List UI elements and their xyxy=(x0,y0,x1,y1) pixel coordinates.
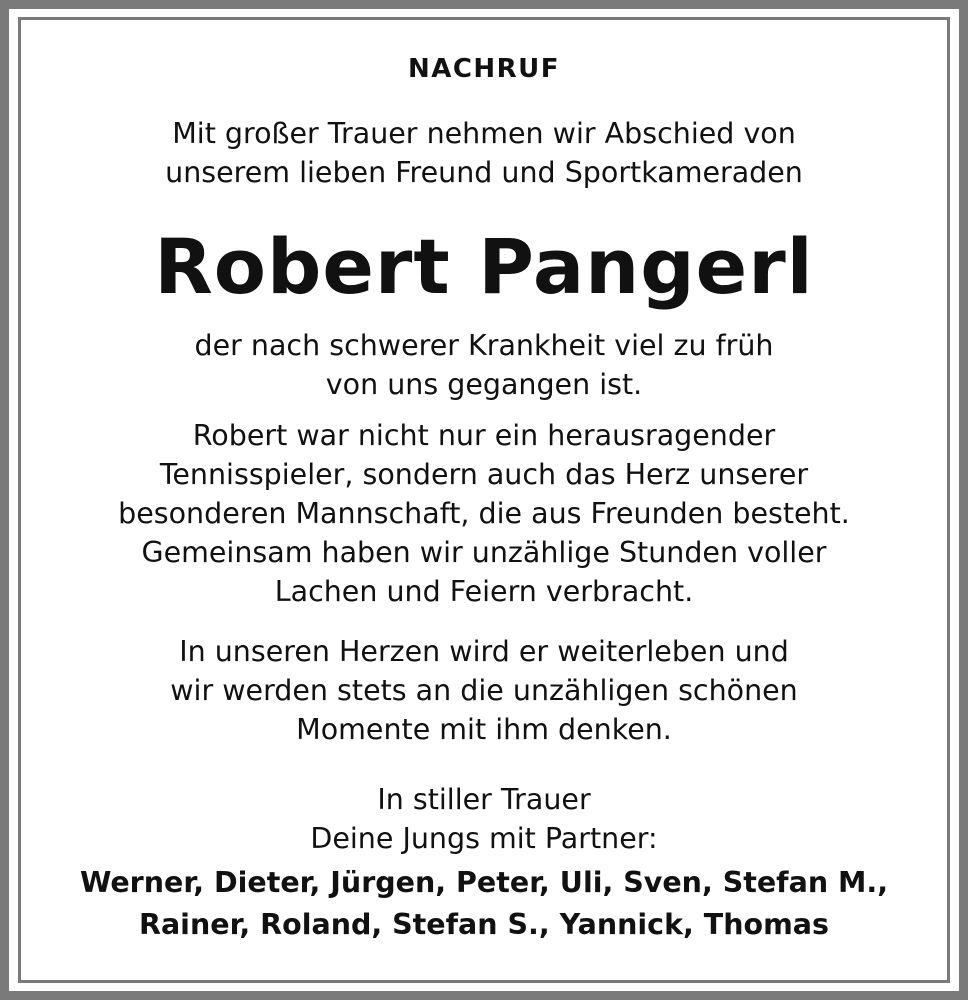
tribute-line: Lachen und Feiern verbracht. xyxy=(274,575,694,608)
tribute-line: Robert war nicht nur ein herausragender xyxy=(192,419,776,452)
memory-line: In unseren Herzen wird er weiterleben und xyxy=(179,635,789,668)
passing-line: der nach schwerer Krankheit viel zu früh xyxy=(194,329,774,362)
intro-line: unserem lieben Freund und Sportkameraden xyxy=(165,156,803,189)
tribute-line: Tennisspieler, sondern auch das Herz unserer xyxy=(159,458,809,491)
closing-text xyxy=(0,780,968,858)
memory-line: Momente mit ihm denken. xyxy=(296,713,672,746)
intro-text xyxy=(0,114,968,192)
notice-heading: NACHRUF xyxy=(407,54,561,84)
tribute-line: besonderen Mannschaft, die aus Freunden besteht. xyxy=(118,497,850,530)
memory-text xyxy=(0,632,968,749)
intro-line: Mit großer Trauer nehmen wir Abschied von xyxy=(172,117,796,150)
closing-line: In stiller Trauer xyxy=(377,783,591,816)
closing-line: Deine Jungs mit Partner: xyxy=(310,822,658,855)
memory-line: wir werden stets an die unzähligen schönen xyxy=(170,674,798,707)
mourners-line: Rainer, Roland, Stefan S., Yannick, Thomas xyxy=(139,908,829,941)
passing-line: von uns gegangen ist. xyxy=(325,368,643,401)
mourners-line: Werner, Dieter, Jürgen, Peter, Uli, Sven, Stefan M., xyxy=(79,866,889,899)
mourners-list xyxy=(0,862,968,946)
passing-text xyxy=(0,326,968,404)
tribute-text xyxy=(0,416,968,611)
deceased-name: Robert Pangerl xyxy=(154,222,814,311)
tribute-line: Gemeinsam haben wir unzählige Stunden voller xyxy=(141,536,827,569)
